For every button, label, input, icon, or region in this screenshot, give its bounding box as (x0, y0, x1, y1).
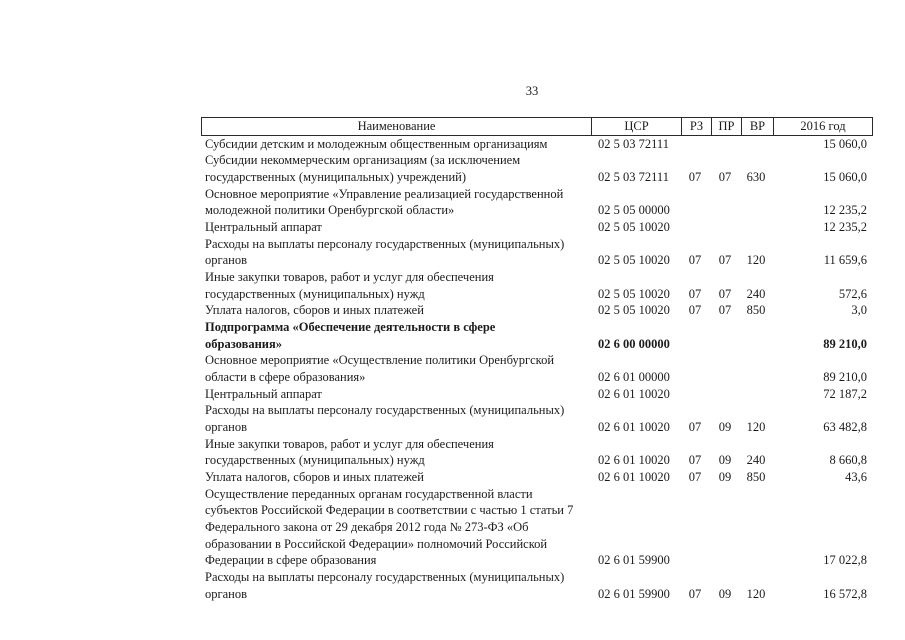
csr-code: 02 6 01 59900 (598, 553, 670, 568)
row-name-line: Иные закупки товаров, работ и услуг для обеспечения (205, 270, 494, 285)
row-name-line: Расходы на выплаты персоналу государственных (муниципальных) (205, 403, 565, 418)
row-name-line: области в сфере образования» (205, 370, 366, 385)
amount-2016: 17 022,8 (823, 553, 867, 568)
row-name-line: образовании в Российской Федерации» полномочий Российской (205, 536, 548, 551)
row-name-line: государственных (муниципальных) нужд (205, 286, 425, 301)
csr-code: 02 6 00 00000 (598, 336, 670, 351)
row-name-line: Расходы на выплаты персоналу государственных (муниципальных) (205, 236, 565, 251)
subsection-code: 09 (718, 420, 732, 435)
expense-type-code: 240 (746, 453, 766, 468)
table-row (0, 186, 905, 219)
row-name-line: Иные закупки товаров, работ и услуг для обеспечения (205, 436, 494, 451)
subsection-code: 07 (718, 286, 732, 301)
row-name-line: Центральный аппарат (205, 220, 322, 235)
expense-type-code: 120 (746, 586, 766, 601)
table-row (0, 386, 905, 403)
csr-code: 02 6 01 10020 (598, 453, 670, 468)
table-row (0, 486, 905, 569)
header-csr: ЦСР (591, 118, 681, 135)
expense-type-code: 120 (746, 253, 766, 268)
amount-2016: 72 187,2 (823, 386, 867, 401)
csr-code: 02 6 01 10020 (598, 470, 670, 485)
header-year: 2016 год (773, 118, 872, 135)
header-pr: ПР (711, 118, 741, 135)
csr-code: 02 5 03 72111 (598, 170, 669, 184)
row-name-line: Основное мероприятие «Осуществление политики Оренбургской (205, 353, 555, 368)
amount-2016: 12 235,2 (823, 220, 867, 235)
table-body (0, 136, 905, 606)
row-name-line: Субсидии детским и молодежным общественным организациям (205, 136, 548, 151)
table-row (0, 402, 905, 435)
csr-code: 02 5 05 10020 (598, 303, 670, 318)
header-vr: ВР (741, 118, 773, 135)
table-row (0, 219, 905, 236)
row-name-line: государственных (муниципальных) учреждений) (205, 170, 467, 184)
row-name-line: органов (205, 420, 248, 435)
expense-type-code: 120 (746, 420, 766, 435)
row-name-line: государственных (муниципальных) нужд (205, 453, 425, 468)
table-row (0, 352, 905, 385)
amount-2016: 11 659,6 (823, 253, 867, 268)
section-code: 07 (688, 253, 702, 268)
amount-2016: 3,0 (851, 303, 867, 318)
row-name-line: Субсидии некоммерческим организациям (за исключением (205, 153, 521, 168)
csr-code: 02 5 03 72111 (598, 136, 669, 151)
row-name-line: органов (205, 253, 248, 268)
table-row (0, 569, 905, 602)
section-code: 07 (688, 586, 702, 601)
page-number: 33 (525, 84, 539, 98)
amount-2016: 43,6 (845, 470, 867, 485)
row-name-line: Центральный аппарат (205, 386, 322, 401)
table-row (0, 436, 905, 469)
subsection-code: 09 (718, 470, 732, 485)
amount-2016: 15 060,0 (823, 136, 867, 151)
header-name: Наименование (357, 119, 436, 133)
row-name-line: Уплата налогов, сборов и иных платежей (205, 303, 424, 318)
table-row (0, 152, 905, 185)
row-name-line: образования» (205, 336, 283, 351)
expense-type-code: 240 (746, 286, 766, 301)
csr-code: 02 6 01 10020 (598, 420, 670, 435)
row-name-line: Федерального закона от 29 декабря 2012 года № 273-ФЗ «Об (205, 520, 529, 535)
amount-2016: 89 210,0 (823, 336, 867, 351)
subsection-code: 09 (718, 586, 732, 601)
csr-code: 02 5 05 10020 (598, 220, 670, 235)
row-name-line: молодежной политики Оренбургской области» (205, 203, 455, 218)
amount-2016: 89 210,0 (823, 370, 867, 385)
row-name-line: Осуществление переданных органам государственной власти (205, 486, 533, 501)
row-name-line: Подпрограмма «Обеспечение деятельности в сфере (205, 320, 496, 335)
amount-2016: 8 660,8 (829, 453, 867, 468)
table-row (0, 319, 905, 352)
table-row (0, 469, 905, 486)
expense-type-code: 850 (746, 470, 766, 485)
section-code: 07 (688, 453, 702, 468)
header-rz: РЗ (681, 118, 711, 135)
section-code: 07 (688, 420, 702, 435)
amount-2016: 15 060,0 (823, 170, 867, 184)
row-name-line: субъектов Российской Федерации в соответствии с частью 1 статьи 7 (205, 503, 574, 518)
section-code: 07 (688, 303, 702, 318)
subsection-code: 07 (718, 303, 732, 318)
section-code: 07 (688, 170, 702, 184)
csr-code: 02 6 01 59900 (598, 586, 670, 601)
amount-2016: 12 235,2 (823, 203, 867, 218)
amount-2016: 572,6 (838, 286, 867, 301)
table-header (201, 117, 873, 136)
amount-2016: 63 482,8 (823, 420, 867, 435)
row-name-line: Расходы на выплаты персоналу государственных (муниципальных) (205, 570, 565, 585)
csr-code: 02 6 01 00000 (598, 370, 670, 385)
amount-2016: 16 572,8 (823, 586, 867, 601)
csr-code: 02 5 05 10020 (598, 286, 670, 301)
row-name-line: Федерации в сфере образования (205, 553, 377, 568)
subsection-code: 07 (718, 253, 732, 268)
table-row (0, 302, 905, 319)
expense-type-code: 850 (746, 303, 766, 318)
row-name-line: органов (205, 586, 248, 601)
table-row (0, 136, 905, 153)
row-name-line: Основное мероприятие «Управление реализацией государственной (205, 186, 564, 201)
csr-code: 02 6 01 10020 (598, 386, 670, 401)
expense-type-code: 630 (746, 170, 766, 184)
section-code: 07 (688, 286, 702, 301)
row-name-line: Уплата налогов, сборов и иных платежей (205, 470, 424, 485)
csr-code: 02 5 05 00000 (598, 203, 670, 218)
csr-code: 02 5 05 10020 (598, 253, 670, 268)
subsection-code: 09 (718, 453, 732, 468)
section-code: 07 (688, 470, 702, 485)
table-row (0, 236, 905, 269)
subsection-code: 07 (718, 170, 732, 184)
table-row (0, 269, 905, 302)
